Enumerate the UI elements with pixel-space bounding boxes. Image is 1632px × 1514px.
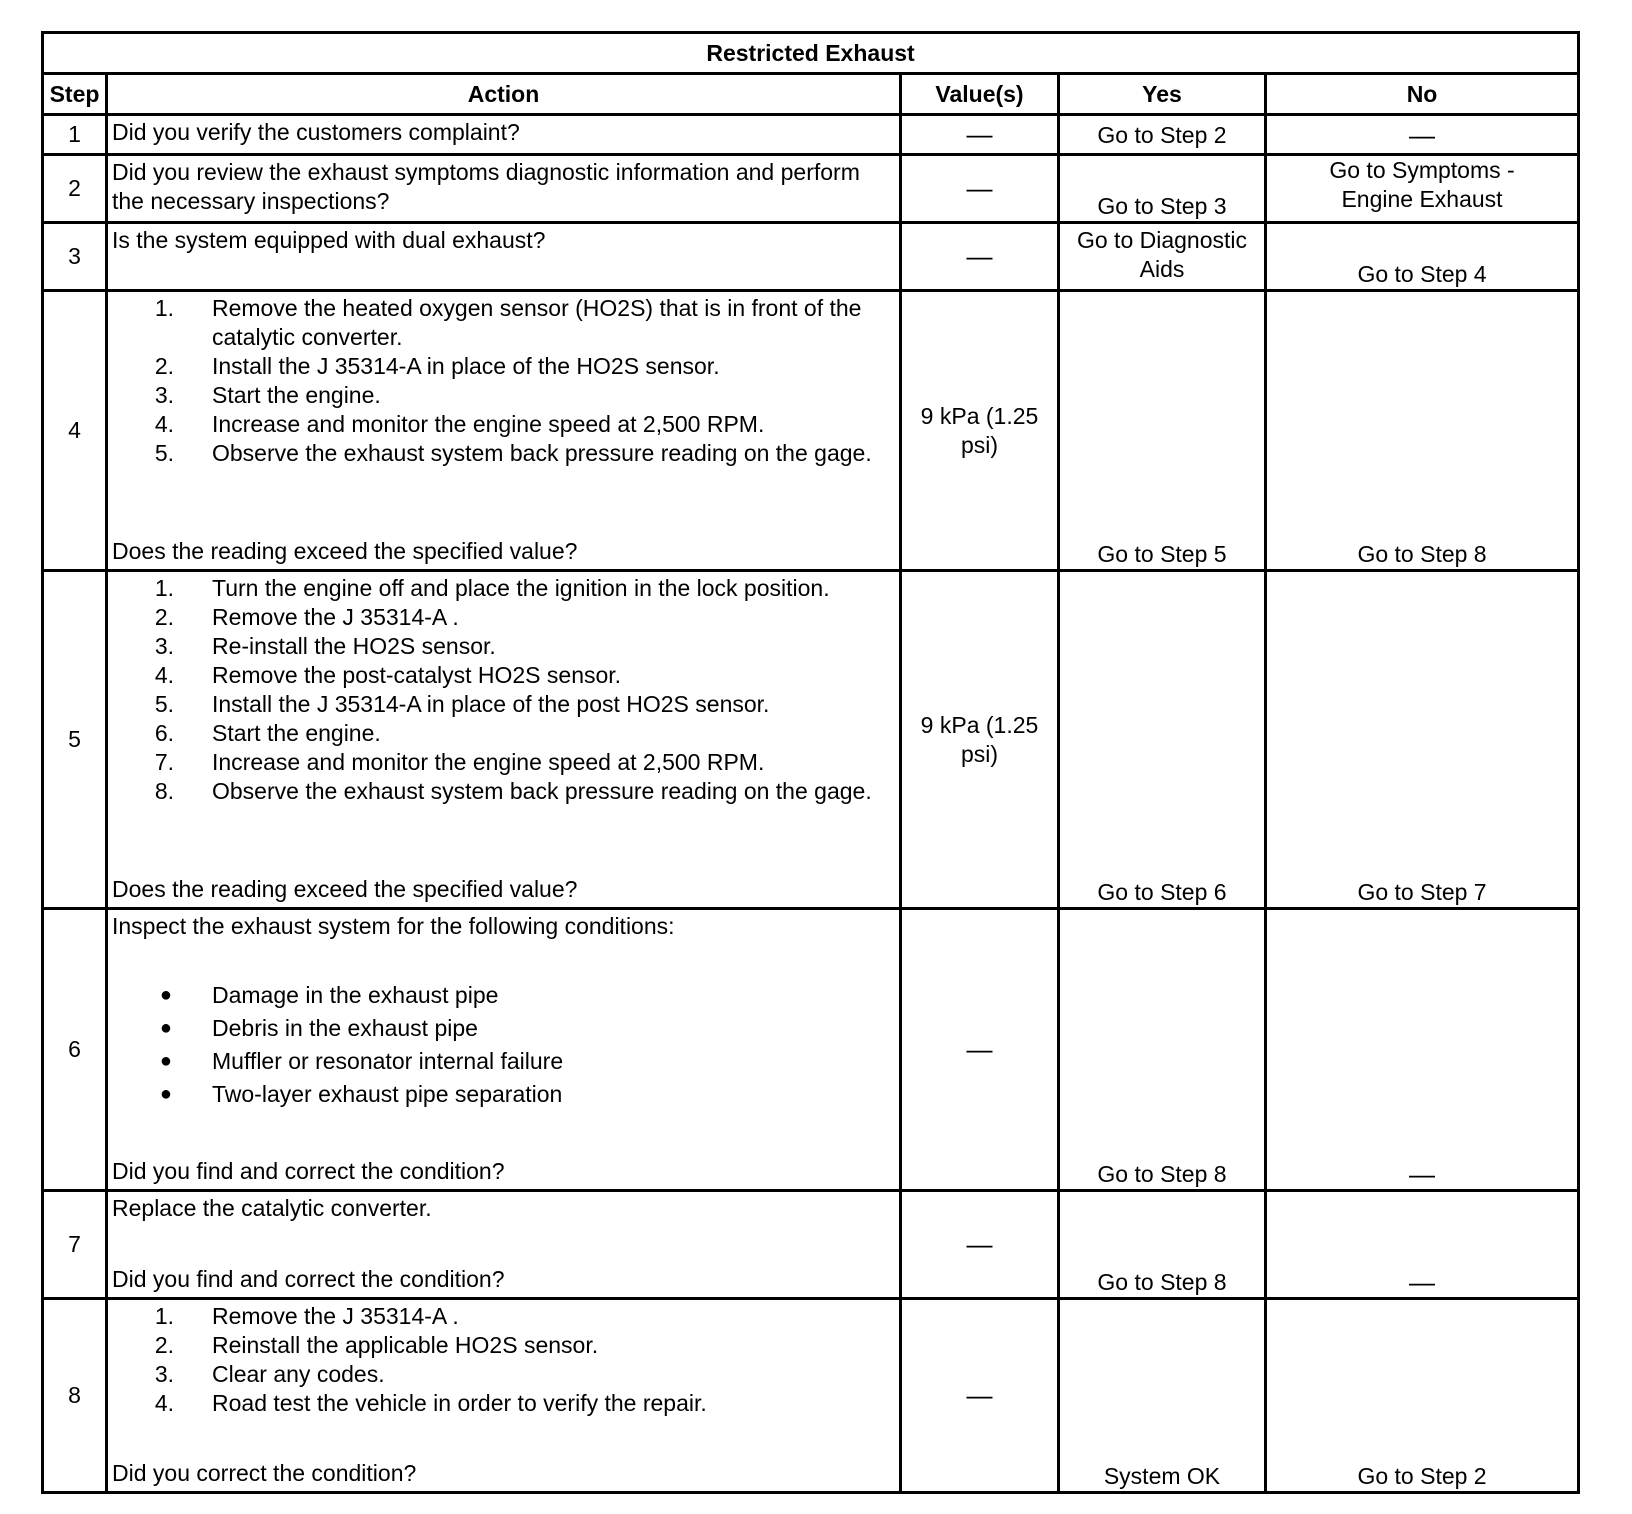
- yes-cell: Go to Step 5: [1059, 291, 1266, 571]
- action-cell: [107, 1299, 901, 1493]
- list-item: 5. Observe the exhaust system back pressure reading on the gage.: [154, 440, 872, 466]
- yes-cell: Go to Step 3: [1059, 155, 1266, 223]
- header-yes: Yes: [1059, 74, 1266, 115]
- list-item: 8. Observe the exhaust system back pressure reading on the gage.: [154, 778, 872, 804]
- step-number: 6: [43, 909, 107, 1191]
- table-row: [43, 155, 1579, 223]
- list-item: 2. Reinstall the applicable HO2S sensor.: [154, 1332, 599, 1358]
- list-item: 1. Remove the heated oxygen sensor (HO2S) that is in front of the catalytic converter.: [154, 295, 862, 350]
- step-number: 3: [43, 223, 107, 291]
- action-cell: [107, 571, 901, 909]
- value-cell: 9 kPa (1.25 psi): [901, 571, 1059, 909]
- no-cell: Go to Step 4: [1266, 223, 1579, 291]
- list-item: ● Debris in the exhaust pipe: [112, 1012, 895, 1045]
- step-number: 5: [43, 571, 107, 909]
- list-item: 1. Turn the engine off and place the ignition in the lock position.: [154, 575, 830, 601]
- header-no: No: [1266, 74, 1579, 115]
- value-cell: —: [901, 223, 1059, 291]
- table-row: [43, 1299, 1579, 1493]
- no-cell: Go to Symptoms - Engine Exhaust: [1266, 155, 1579, 223]
- action-cell: [107, 1191, 901, 1299]
- list-item: ● Damage in the exhaust pipe: [112, 979, 895, 1012]
- no-cell: —: [1266, 1191, 1579, 1299]
- yes-cell: System OK: [1059, 1299, 1266, 1493]
- bullet-icon: ●: [159, 984, 172, 1006]
- procedure-list: [112, 574, 895, 806]
- action-cell: [107, 291, 901, 571]
- action-text: Is the system equipped with dual exhaust?: [107, 223, 901, 291]
- header-values: Value(s): [901, 74, 1059, 115]
- question-text: Did you find and correct the condition?: [112, 1266, 505, 1292]
- list-item: 6. Start the engine.: [154, 720, 381, 746]
- value-cell: —: [901, 1191, 1059, 1299]
- header-action: Action: [107, 74, 901, 115]
- condition-list: [112, 979, 895, 1111]
- yes-cell: Go to Step 8: [1059, 909, 1266, 1191]
- table-title: Restricted Exhaust: [43, 33, 1579, 74]
- list-item: 4. Remove the post-catalyst HO2S sensor.: [154, 662, 622, 688]
- step-number: 2: [43, 155, 107, 223]
- procedure-list: [112, 294, 895, 468]
- step-number: 1: [43, 115, 107, 155]
- list-item: ● Two-layer exhaust pipe separation: [112, 1078, 895, 1111]
- list-item: 3. Clear any codes.: [154, 1361, 385, 1387]
- list-item: 4. Increase and monitor the engine speed at 2,500 RPM.: [154, 411, 765, 437]
- value-cell: 9 kPa (1.25 psi): [901, 291, 1059, 571]
- list-item: 1. Remove the J 35314-A .: [154, 1303, 459, 1329]
- restricted-exhaust-table-container: [41, 31, 1577, 1494]
- header-row: [43, 74, 1579, 115]
- question-text: Does the reading exceed the specified value?: [112, 876, 578, 902]
- no-cell: Go to Step 2: [1266, 1299, 1579, 1493]
- table-row: [43, 1191, 1579, 1299]
- procedure-list: [112, 1302, 895, 1418]
- step-number: 4: [43, 291, 107, 571]
- header-step: Step: [43, 74, 107, 115]
- bullet-icon: ●: [159, 1083, 172, 1105]
- value-cell: —: [901, 909, 1059, 1191]
- table-row: [43, 571, 1579, 909]
- list-item: ● Muffler or resonator internal failure: [112, 1045, 895, 1078]
- list-item: 7. Increase and monitor the engine speed at 2,500 RPM.: [154, 749, 765, 775]
- action-cell: [107, 909, 901, 1191]
- step-number: 8: [43, 1299, 107, 1493]
- list-item: 4. Road test the vehicle in order to verify the repair.: [154, 1390, 707, 1416]
- yes-cell: Go to Step 6: [1059, 571, 1266, 909]
- no-cell: Go to Step 7: [1266, 571, 1579, 909]
- list-item: 3. Re-install the HO2S sensor.: [154, 633, 496, 659]
- question-text: Does the reading exceed the specified value?: [112, 538, 578, 564]
- yes-cell: Go to Step 8: [1059, 1191, 1266, 1299]
- yes-cell: Go to Diagnostic Aids: [1059, 223, 1266, 291]
- list-item: 2. Remove the J 35314-A .: [154, 604, 459, 630]
- question-text: Did you correct the condition?: [112, 1460, 417, 1486]
- diagnostic-table: [41, 31, 1580, 1494]
- table-row: [43, 909, 1579, 1191]
- list-item: 2. Install the J 35314-A in place of the HO2S sensor.: [154, 353, 720, 379]
- action-text: Did you verify the customers complaint?: [107, 115, 901, 155]
- no-cell: —: [1266, 909, 1579, 1191]
- action-text: Did you review the exhaust symptoms diagnostic information and perform the necessary inspections?: [107, 155, 901, 223]
- yes-cell: Go to Step 2: [1059, 115, 1266, 155]
- table-row: [43, 115, 1579, 155]
- value-cell: —: [901, 115, 1059, 155]
- value-cell: —: [901, 155, 1059, 223]
- list-item: 3. Start the engine.: [154, 382, 381, 408]
- intro-text: Inspect the exhaust system for the following conditions:: [112, 913, 675, 939]
- intro-text: Replace the catalytic converter.: [112, 1195, 432, 1221]
- table-row: [43, 223, 1579, 291]
- list-item: 5. Install the J 35314-A in place of the post HO2S sensor.: [154, 691, 770, 717]
- no-cell: —: [1266, 115, 1579, 155]
- no-cell: Go to Step 8: [1266, 291, 1579, 571]
- table-row: [43, 291, 1579, 571]
- value-cell: —: [901, 1299, 1059, 1493]
- bullet-icon: ●: [159, 1050, 172, 1072]
- question-text: Did you find and correct the condition?: [112, 1158, 505, 1184]
- bullet-icon: ●: [159, 1017, 172, 1039]
- step-number: 7: [43, 1191, 107, 1299]
